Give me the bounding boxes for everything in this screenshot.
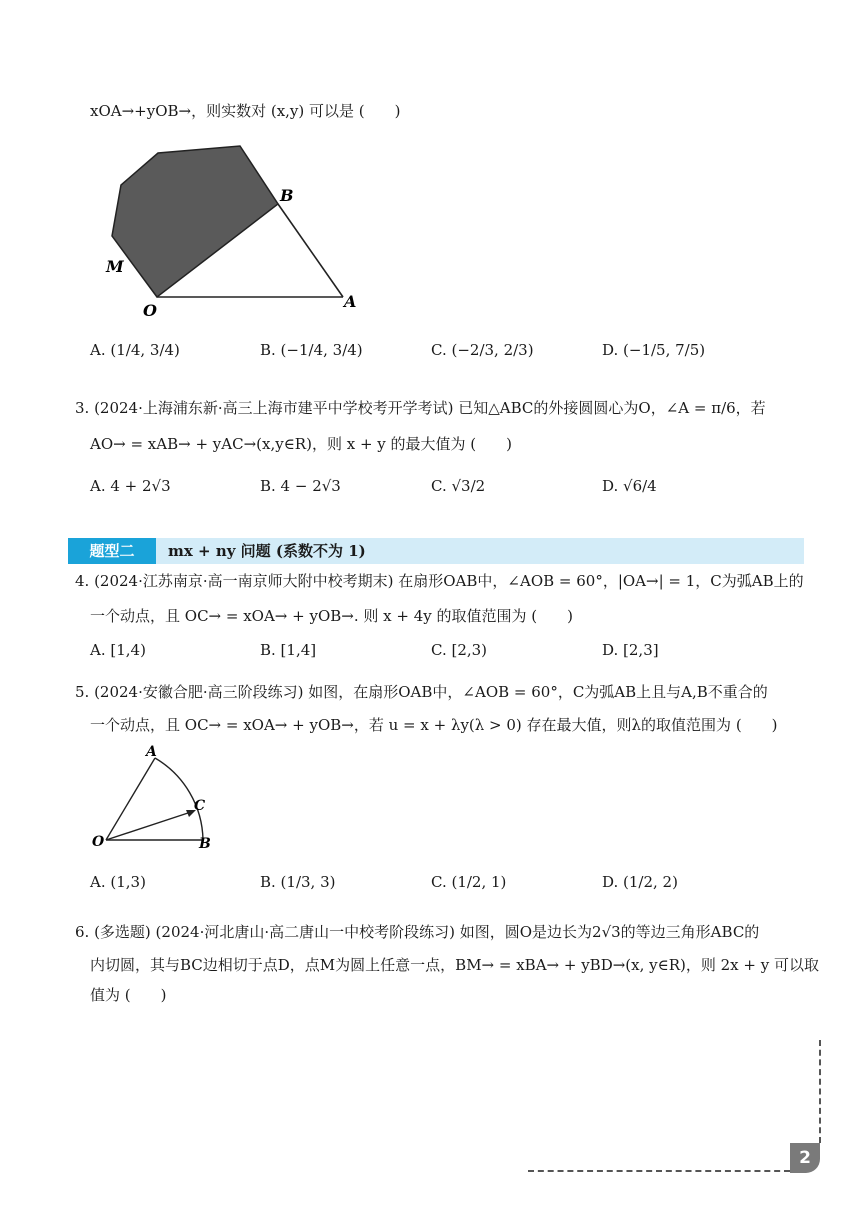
q3-line2: AO→ = xAB→ + yAC→(x,y∈R)，则 x + y 的最大值为 ( ) xyxy=(90,435,512,453)
q6-line3: 值为 ( ) xyxy=(90,986,167,1004)
q4-line1: 4. (2024·江苏南京·高一南京师大附中校考期末) 在扇形OAB中，∠AOB = 60°，|OA→| = 1，C为弧AB上的 xyxy=(75,572,804,590)
shaded-polygon xyxy=(112,146,278,297)
q5-option-a: A. (1,3) xyxy=(90,873,146,891)
q5-option-b: B. (1/3, 3) xyxy=(260,873,336,891)
q6-line2: 内切圆，其与BC边相切于点D，点M为圆上任意一点，BM→ = xBA→ + yBD→(x, y∈R)，则 2x + y 可以取 xyxy=(90,956,819,974)
q4-option-a: A. [1,4) xyxy=(90,641,146,659)
label-b: B xyxy=(280,186,294,205)
label-a: A xyxy=(344,292,357,311)
q5-option-d: D. (1/2, 2) xyxy=(602,873,678,891)
label-c: C xyxy=(194,798,206,814)
label-m: M xyxy=(106,257,124,276)
q4-line2: 一个动点，且 OC→ = xOA→ + yOB→. 则 x + 4y 的取值范围为 ( ) xyxy=(90,607,573,625)
label-o: O xyxy=(92,834,105,850)
segment-oc xyxy=(106,812,191,840)
q4-option-c: C. [2,3) xyxy=(431,641,488,659)
q2-option-a: A. (1/4, 3/4) xyxy=(90,341,180,359)
q3-line1: 3. (2024·上海浦东新·高三上海市建平中学校考开学考试) 已知△ABC的外接圆圆心为O，∠A = π/6，若 xyxy=(75,399,766,417)
q3-option-a: A. 4 + 2√3 xyxy=(90,477,171,495)
q2-option-b: B. (−1/4, 3/4) xyxy=(260,341,363,359)
q2-option-d: D. (−1/5, 7/5) xyxy=(602,341,706,359)
q4-option-b: B. [1,4] xyxy=(260,641,317,659)
q5-line1: 5. (2024·安徽合肥·高三阶段练习) 如图，在扇形OAB中，∠AOB = 60°，C为弧AB上且与A,B不重合的 xyxy=(75,683,768,701)
q5-option-c: C. (1/2, 1) xyxy=(431,873,507,891)
footer-dashed-horizontal xyxy=(528,1170,790,1172)
label-b: B xyxy=(199,836,211,852)
section-tag: 题型二 xyxy=(68,538,156,564)
segment-ab xyxy=(278,204,343,297)
q5-line2: 一个动点，且 OC→ = xOA→ + yOB→，若 u = x + λy(λ > 0) 存在最大值，则λ的取值范围为 ( ) xyxy=(90,716,778,734)
segment-oa xyxy=(106,758,155,840)
q2-option-c: C. (−2/3, 2/3) xyxy=(431,341,534,359)
footer-dashed-vertical xyxy=(819,1040,821,1143)
label-a: A xyxy=(146,744,157,760)
q2-text: xOA→+yOB→，则实数对 (x,y) 可以是 ( ) xyxy=(90,102,401,120)
q2-figure xyxy=(100,140,370,320)
q4-option-d: D. [2,3] xyxy=(602,641,659,659)
page-number: 2 xyxy=(790,1143,820,1173)
q3-option-c: C. √3/2 xyxy=(431,477,486,495)
section-title: mx + ny 问题 (系数不为 1) xyxy=(168,542,366,560)
q3-option-d: D. √6/4 xyxy=(602,477,657,495)
q5-figure xyxy=(88,742,228,854)
label-o: O xyxy=(143,301,157,320)
q3-option-b: B. 4 − 2√3 xyxy=(260,477,341,495)
q6-line1: 6. (多选题) (2024·河北唐山·高二唐山一中校考阶段练习) 如图，圆O是边长为2√3的等边三角形ABC的 xyxy=(75,923,760,941)
